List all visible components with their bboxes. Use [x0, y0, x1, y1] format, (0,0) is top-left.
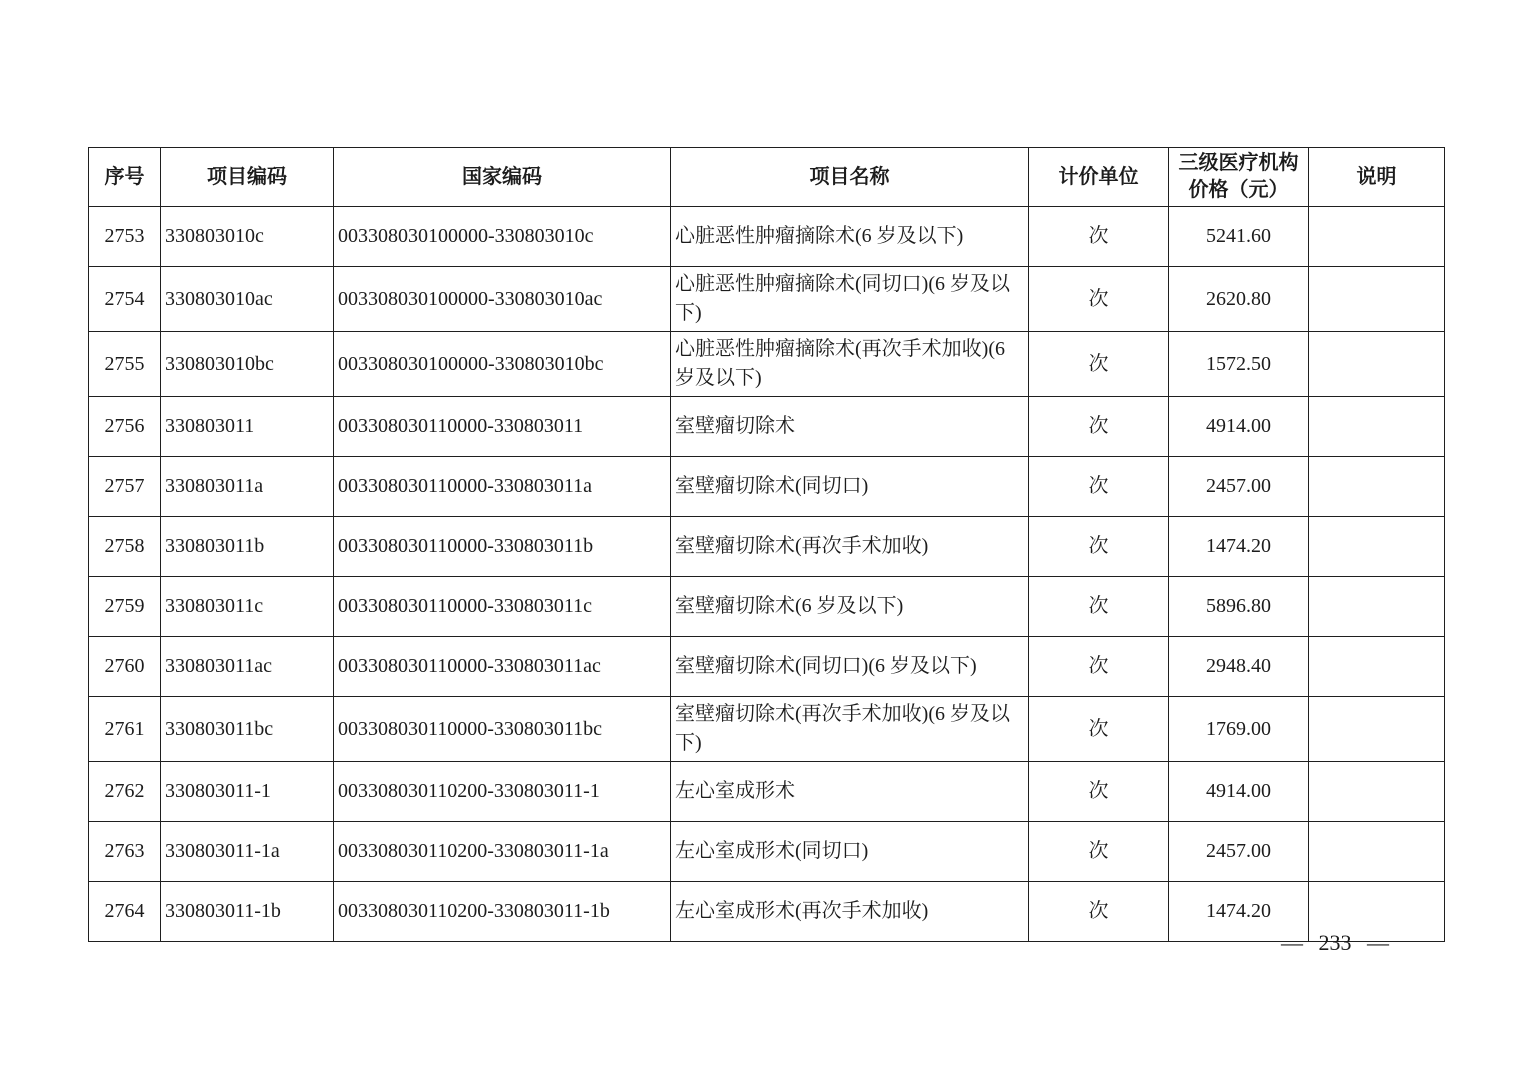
table-row: [89, 207, 1445, 267]
project-name-cell: 室壁瘤切除术(再次手术加收): [671, 517, 1029, 577]
serial-cell: 2757: [89, 457, 161, 517]
unit-cell: 次: [1029, 637, 1169, 697]
national-code-cell: 003308030110000-330803011c: [334, 577, 671, 637]
national-code-cell: 003308030110200-330803011-1: [334, 762, 671, 822]
serial-cell: 2761: [89, 697, 161, 762]
price-cell: 4914.00: [1169, 397, 1309, 457]
project-code-cell: 330803011-1a: [161, 822, 334, 882]
project-code-cell: 330803011c: [161, 577, 334, 637]
price-cell: 1474.20: [1169, 517, 1309, 577]
project-code-cell: 330803011-1: [161, 762, 334, 822]
unit-cell: 次: [1029, 457, 1169, 517]
project-name-cell: 心脏恶性肿瘤摘除术(同切口)(6 岁及以下): [671, 267, 1029, 332]
note-cell: [1309, 822, 1445, 882]
project-name-cell: 室壁瘤切除术(同切口)(6 岁及以下): [671, 637, 1029, 697]
project-name-cell: 左心室成形术(同切口): [671, 822, 1029, 882]
serial-cell: 2759: [89, 577, 161, 637]
national-code-cell: 003308030110000-330803011bc: [334, 697, 671, 762]
unit-cell: 次: [1029, 267, 1169, 332]
project-code-cell: 330803011a: [161, 457, 334, 517]
national-code-cell: 003308030110200-330803011-1a: [334, 822, 671, 882]
serial-cell: 2758: [89, 517, 161, 577]
note-cell: [1309, 637, 1445, 697]
table-row: [89, 397, 1445, 457]
price-cell: 5896.80: [1169, 577, 1309, 637]
project-code-cell: 330803011ac: [161, 637, 334, 697]
national-code-cell: 003308030110000-330803011: [334, 397, 671, 457]
serial-cell: 2762: [89, 762, 161, 822]
price-cell: 2457.00: [1169, 457, 1309, 517]
serial-cell: 2760: [89, 637, 161, 697]
national-code-cell: 003308030110000-330803011ac: [334, 637, 671, 697]
table-row: [89, 697, 1445, 762]
table-row: [89, 762, 1445, 822]
unit-cell: 次: [1029, 397, 1169, 457]
unit-cell: 次: [1029, 697, 1169, 762]
table-row: [89, 577, 1445, 637]
note-cell: [1309, 517, 1445, 577]
project-name-cell: 左心室成形术: [671, 762, 1029, 822]
unit-cell: 次: [1029, 207, 1169, 267]
page-number: — 233 —: [1281, 930, 1389, 955]
note-cell: [1309, 207, 1445, 267]
header-serial: 序号: [89, 148, 161, 207]
project-name-cell: 左心室成形术(再次手术加收): [671, 882, 1029, 942]
note-cell: [1309, 267, 1445, 332]
price-cell: 4914.00: [1169, 762, 1309, 822]
unit-cell: 次: [1029, 882, 1169, 942]
note-cell: [1309, 697, 1445, 762]
table-row: [89, 822, 1445, 882]
unit-cell: 次: [1029, 822, 1169, 882]
table-row: [89, 457, 1445, 517]
unit-cell: 次: [1029, 332, 1169, 397]
price-cell: 1474.20: [1169, 882, 1309, 942]
table-row: [89, 267, 1445, 332]
national-code-cell: 003308030100000-330803010ac: [334, 267, 671, 332]
project-code-cell: 330803011: [161, 397, 334, 457]
header-unit: 计价单位: [1029, 148, 1169, 207]
note-cell: [1309, 457, 1445, 517]
project-code-cell: 330803011bc: [161, 697, 334, 762]
serial-cell: 2755: [89, 332, 161, 397]
medical-price-table: [88, 147, 1445, 942]
serial-cell: 2764: [89, 882, 161, 942]
serial-cell: 2754: [89, 267, 161, 332]
price-cell: 2620.80: [1169, 267, 1309, 332]
header-project-code: 项目编码: [161, 148, 334, 207]
unit-cell: 次: [1029, 577, 1169, 637]
unit-cell: 次: [1029, 762, 1169, 822]
project-name-cell: 室壁瘤切除术: [671, 397, 1029, 457]
price-cell: 2457.00: [1169, 822, 1309, 882]
note-cell: [1309, 762, 1445, 822]
project-code-cell: 330803011-1b: [161, 882, 334, 942]
header-tier3-price: 三级医疗机构价格（元）: [1169, 148, 1309, 207]
price-cell: 5241.60: [1169, 207, 1309, 267]
table-row: [89, 882, 1445, 942]
project-code-cell: 330803011b: [161, 517, 334, 577]
project-code-cell: 330803010bc: [161, 332, 334, 397]
project-code-cell: 330803010c: [161, 207, 334, 267]
serial-cell: 2753: [89, 207, 161, 267]
unit-cell: 次: [1029, 517, 1169, 577]
national-code-cell: 003308030110200-330803011-1b: [334, 882, 671, 942]
header-national-code: 国家编码: [334, 148, 671, 207]
price-cell: 2948.40: [1169, 637, 1309, 697]
project-name-cell: 室壁瘤切除术(再次手术加收)(6 岁及以下): [671, 697, 1029, 762]
header-project-name: 项目名称: [671, 148, 1029, 207]
national-code-cell: 003308030100000-330803010c: [334, 207, 671, 267]
price-cell: 1572.50: [1169, 332, 1309, 397]
project-name-cell: 室壁瘤切除术(6 岁及以下): [671, 577, 1029, 637]
project-code-cell: 330803010ac: [161, 267, 334, 332]
serial-cell: 2756: [89, 397, 161, 457]
note-cell: [1309, 332, 1445, 397]
project-name-cell: 心脏恶性肿瘤摘除术(再次手术加收)(6 岁及以下): [671, 332, 1029, 397]
table-row: [89, 637, 1445, 697]
table-row: [89, 332, 1445, 397]
note-cell: [1309, 397, 1445, 457]
national-code-cell: 003308030110000-330803011a: [334, 457, 671, 517]
national-code-cell: 003308030110000-330803011b: [334, 517, 671, 577]
project-name-cell: 室壁瘤切除术(同切口): [671, 457, 1029, 517]
table-row: [89, 517, 1445, 577]
table-header-row: [89, 148, 1445, 207]
serial-cell: 2763: [89, 822, 161, 882]
price-cell: 1769.00: [1169, 697, 1309, 762]
note-cell: [1309, 577, 1445, 637]
header-note: 说明: [1309, 148, 1445, 207]
national-code-cell: 003308030100000-330803010bc: [334, 332, 671, 397]
project-name-cell: 心脏恶性肿瘤摘除术(6 岁及以下): [671, 207, 1029, 267]
